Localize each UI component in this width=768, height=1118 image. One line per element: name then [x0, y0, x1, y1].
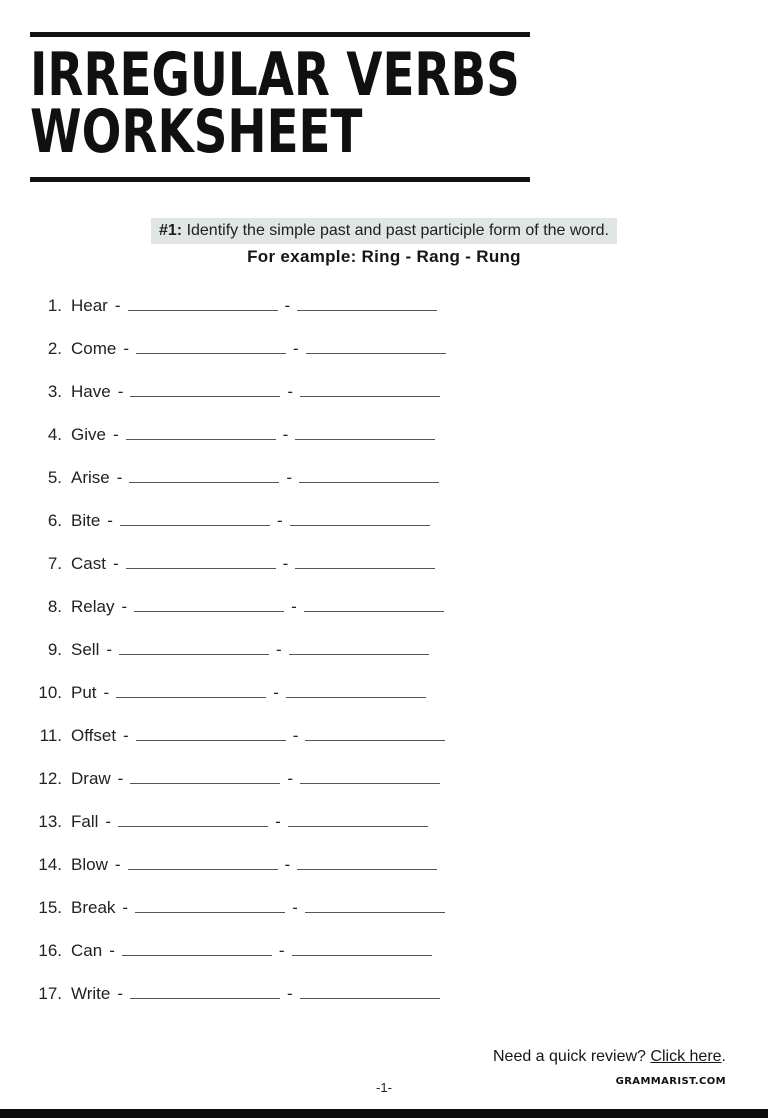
answer-blank-past [128, 306, 278, 311]
verb-label: Relay [71, 597, 115, 616]
separator-dash: - [284, 296, 291, 315]
separator-dash: - [292, 726, 299, 745]
list-item [36, 682, 768, 704]
verb-label: Offset [71, 726, 117, 745]
item-number: 9. [47, 640, 62, 659]
list-item [36, 768, 768, 790]
answer-blank-past [130, 392, 280, 397]
separator-dash: - [103, 683, 110, 702]
title-rule-top [30, 32, 530, 37]
answer-blank-past [136, 736, 286, 741]
item-number: 13. [38, 812, 62, 831]
item-number: 15. [38, 898, 62, 917]
answer-blank-past [122, 951, 272, 956]
answer-blank-participle [304, 607, 444, 612]
answer-blank-past [130, 994, 280, 999]
item-number: 12. [38, 769, 62, 788]
verb-label: Draw [71, 769, 111, 788]
title-rule-bottom [30, 177, 530, 182]
list-item [36, 639, 768, 661]
answer-blank-participle [300, 994, 440, 999]
separator-dash: - [287, 382, 294, 401]
item-number: 5. [47, 468, 62, 487]
list-item [36, 897, 768, 919]
answer-blank-participle [297, 865, 437, 870]
separator-dash: - [275, 812, 281, 831]
item-number: 1. [47, 296, 62, 315]
answer-blank-past [136, 349, 286, 354]
answer-blank-past [135, 908, 285, 913]
verb-label: Break [71, 898, 116, 917]
separator-dash: - [117, 382, 124, 401]
separator-dash: - [278, 941, 285, 960]
review-period: . [721, 1048, 726, 1065]
item-number: 14. [38, 855, 62, 874]
verb-label: Sell [71, 640, 100, 659]
verb-list [36, 295, 768, 1005]
separator-dash: - [276, 640, 282, 659]
separator-dash: - [105, 812, 112, 831]
list-item [36, 510, 768, 532]
list-item [36, 983, 768, 1005]
review-text: Need a quick review? [492, 1048, 646, 1065]
page-title-line2: WORKSHEET [30, 97, 363, 167]
separator-dash: - [114, 296, 121, 315]
separator-dash: - [287, 984, 293, 1003]
separator-dash: - [273, 683, 279, 702]
answer-blank-participle [299, 478, 439, 483]
answer-blank-past [118, 822, 268, 827]
site-name: GRAMMARIST.COM [615, 1076, 726, 1087]
separator-dash: - [112, 554, 119, 573]
separator-dash: - [292, 898, 298, 917]
verb-label: Cast [71, 554, 106, 573]
separator-dash: - [107, 511, 113, 530]
separator-dash: - [114, 855, 121, 874]
list-item [36, 295, 768, 317]
answer-blank-participle [289, 650, 429, 655]
list-item [36, 424, 768, 446]
list-item [36, 553, 768, 575]
separator-dash: - [123, 339, 130, 358]
answer-blank-past [119, 650, 269, 655]
verb-label: Fall [71, 812, 99, 831]
page-title [30, 40, 768, 167]
page-title-line1: IRREGULAR VERBS [30, 40, 520, 110]
answer-blank-past [130, 779, 280, 784]
item-number: 2. [47, 339, 62, 358]
item-number: 6. [47, 511, 62, 530]
separator-dash: - [291, 597, 297, 616]
list-item [36, 854, 768, 876]
answer-blank-past [129, 478, 279, 483]
separator-dash: - [117, 984, 124, 1003]
review-link[interactable]: Click here [650, 1048, 722, 1065]
answer-blank-participle [290, 521, 430, 526]
answer-blank-participle [297, 306, 437, 311]
separator-dash: - [116, 468, 123, 487]
separator-dash: - [122, 898, 129, 917]
item-number: 16. [38, 941, 62, 960]
bottom-bar [0, 1109, 768, 1118]
separator-dash: - [282, 554, 289, 573]
separator-dash: - [287, 769, 294, 788]
item-number: 11. [39, 726, 62, 745]
answer-blank-past [126, 435, 276, 440]
list-item [36, 811, 768, 833]
list-item [36, 338, 768, 360]
answer-blank-participle [305, 736, 445, 741]
instruction-number: #1: [158, 222, 183, 239]
answer-blank-past [134, 607, 284, 612]
verb-label: Can [71, 941, 103, 960]
answer-blank-participle [288, 822, 428, 827]
list-item [36, 467, 768, 489]
answer-blank-participle [300, 779, 440, 784]
answer-blank-participle [306, 349, 446, 354]
verb-label: Blow [71, 855, 108, 874]
separator-dash: - [121, 597, 128, 616]
verb-label: Give [71, 425, 106, 444]
verb-label: Come [71, 339, 117, 358]
answer-blank-past [116, 693, 266, 698]
item-number: 8. [47, 597, 62, 616]
separator-dash: - [282, 425, 289, 444]
separator-dash: - [293, 339, 299, 358]
verb-label: Hear [71, 296, 108, 315]
list-item [36, 381, 768, 403]
separator-dash: - [106, 640, 113, 659]
instruction-text [151, 218, 617, 244]
verb-label: Put [71, 683, 97, 702]
separator-dash: - [123, 726, 129, 745]
separator-dash: - [276, 511, 283, 530]
separator-dash: - [286, 468, 293, 487]
instruction-body: Identify the simple past and past participle form of the word. [186, 222, 609, 239]
item-number: 4. [47, 425, 62, 444]
list-item [36, 940, 768, 962]
answer-blank-past [128, 865, 278, 870]
item-number: 17. [38, 984, 62, 1003]
verb-label: Have [71, 382, 111, 401]
list-item [36, 725, 768, 747]
instruction-block [0, 218, 768, 267]
verb-label: Write [71, 984, 111, 1003]
verb-label: Arise [71, 468, 110, 487]
separator-dash: - [117, 769, 124, 788]
answer-blank-participle [295, 435, 435, 440]
answer-blank-participle [292, 951, 432, 956]
answer-blank-participle [286, 693, 426, 698]
instruction-example: For example: Ring - Rang - Rung [247, 247, 521, 266]
item-number: 3. [47, 382, 62, 401]
answer-blank-participle [300, 392, 440, 397]
item-number: 10. [38, 683, 62, 702]
separator-dash: - [284, 855, 291, 874]
answer-blank-past [120, 521, 270, 526]
answer-blank-participle [305, 908, 445, 913]
separator-dash: - [112, 425, 119, 444]
verb-label: Bite [71, 511, 101, 530]
answer-blank-participle [295, 564, 435, 569]
page-number: -1- [376, 1080, 392, 1095]
list-item [36, 596, 768, 618]
separator-dash: - [109, 941, 115, 960]
footer-review [493, 1048, 726, 1066]
item-number: 7. [47, 554, 62, 573]
answer-blank-past [126, 564, 276, 569]
